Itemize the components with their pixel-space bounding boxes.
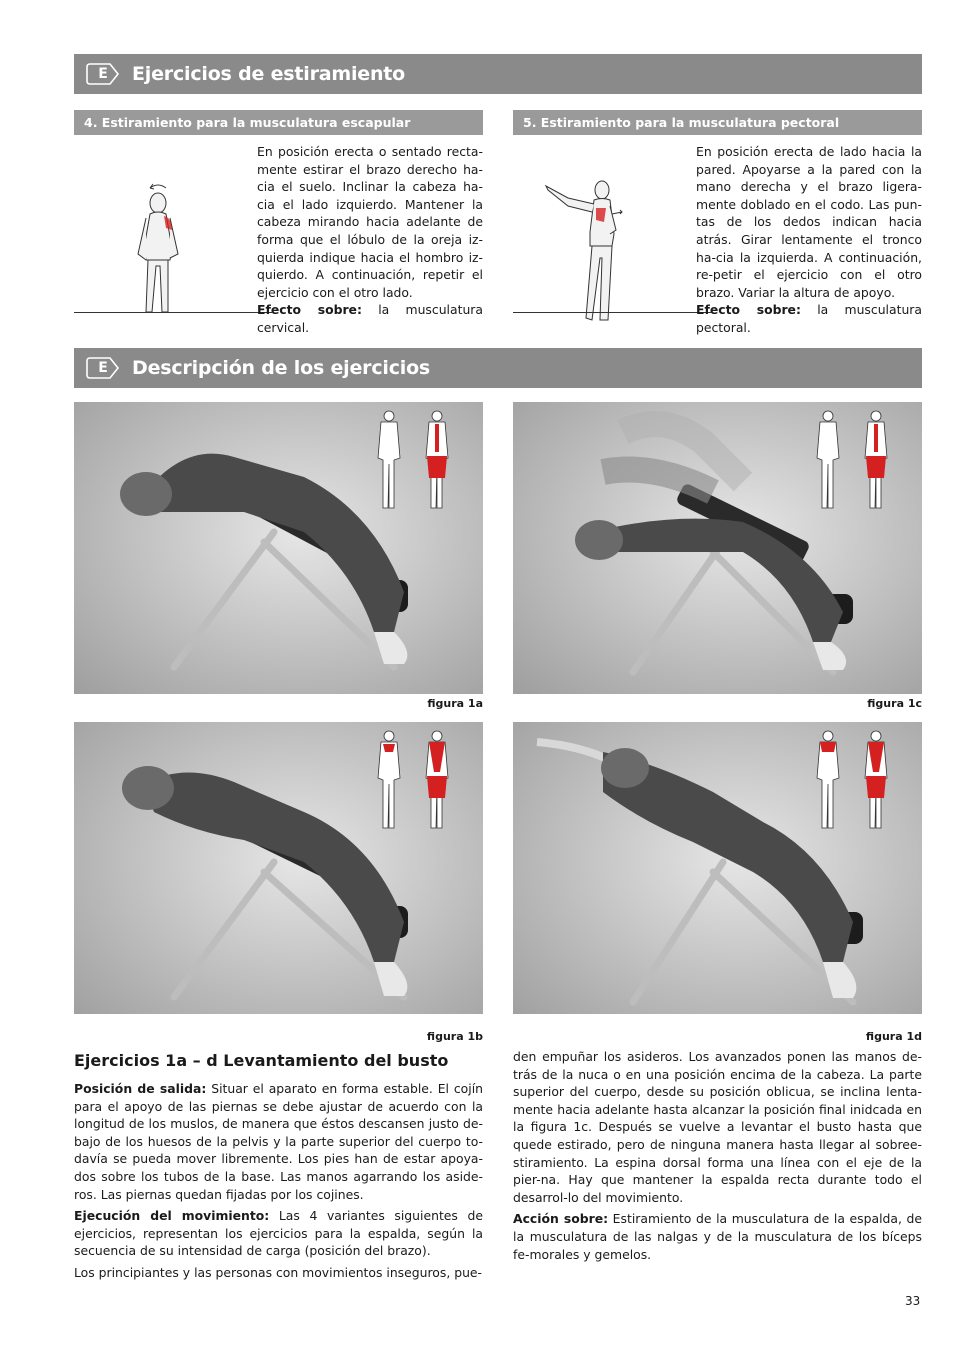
caption-figure-1c: figura 1c [867, 697, 922, 710]
stretch-5-body: En posición erecta de lado hacia la pared. Apoyarse a la pared con la mano derecha y el brazo ligera-mente doblado en el codo. Las pun-tas de los dedos indican hacia atrás. Girar lentamente el tronco ha-cia la izquierda. A continuación, re-petir el ejercicio con el otro brazo. Variar la altura de apoyo. [696, 144, 922, 300]
column-2-text: den empuñar los asideros. Los avanzados ponen las manos de-trás de la nuca o en una posición encima de la cabeza. La parte superior del cuerpo, desde su posición oblicua, se inclina lenta-mente hacia adelante hasta alcanzar la posición final inidcada en la figura 1c. Después se vuelve a levantar el busto hasta que quede estirado, pero de ninguna manera hasta llegar al sobree-stiramiento. La espina dorsal forma una línea con el eje de la pier-na. Hay que mantener la espalda recta durante todo el desarrol-lo del movimiento. [513, 1049, 922, 1205]
exercise-column-2 [513, 1048, 922, 1263]
page-number: 33 [905, 1294, 921, 1308]
effect-text: la musculatura cervical. [257, 302, 483, 335]
exercise-title: Ejercicios 1a – d Levantamiento del busto [74, 1051, 449, 1070]
photo-figure-1b [74, 722, 483, 1014]
chapter-badge [86, 63, 120, 85]
section-banner-description [74, 348, 922, 388]
stretch-4-body: En posición erecta o sentado recta-mente estirar el brazo derecho ha-cia el suelo. Inclinar la cabeza ha-cia el lado izquierdo. Mantener la cabeza mirando hacia adelante de forma que el lóbulo de la oreja iz-quierda indique hacia el hombro iz-quierdo. A continuación, repetir el ejercicio con el otro lado. [257, 144, 483, 300]
chapter-badge [86, 357, 120, 379]
caption-figure-1b: figura 1b [426, 1030, 483, 1043]
exec-label: Ejecución del movimiento: [74, 1208, 270, 1224]
start-label: Posición de salida: [74, 1081, 207, 1096]
stretch-5-text [696, 143, 922, 337]
illustration-shoulder-stretch [120, 178, 210, 318]
effect-text: la musculatura pectoral. [696, 302, 922, 335]
start-text: Situar el aparato en forma estable. El cojín para el apoyo de las piernas se debe ajustar de acuerdo con la longitud de los muslos, de manera que éstos descansen justo de-bajo de los huesos de la pelvis y la parte superior del cuerpo to-davía se pueda mover libremente. Los pies han de estar apoya-dos sobre los tubos de la base. Las manos agarrando los aside-ros. Las piernas quedan fijadas por los cojines. [74, 1081, 483, 1202]
exercise-column-1 [74, 1080, 483, 1282]
photo-figure-1a [74, 402, 483, 694]
badge-letter: E [98, 66, 108, 82]
stretch-4-text [257, 143, 483, 337]
caption-figure-1a: figura 1a [427, 697, 483, 710]
action-text: Estiramiento de la musculatura de la espalda, de la musculatura de las nalgas y de la musculatura de los bíceps fe-morales y gemelos. [513, 1211, 922, 1262]
subhead-stretch-5: 5. Estiramiento para la musculatura pectoral [513, 110, 922, 135]
effect-label: Efecto sobre: [257, 302, 362, 318]
action-label: Acción sobre: [513, 1211, 609, 1227]
subhead-stretch-4: 4. Estiramiento para la musculatura escapular [74, 110, 483, 135]
photo-figure-1d [513, 722, 922, 1014]
illustration-chest-stretch [540, 178, 640, 326]
section-title: Ejercicios de estiramiento [132, 63, 406, 85]
section-banner-stretching [74, 54, 922, 94]
badge-letter: E [98, 360, 108, 376]
caption-figure-1d: figura 1d [865, 1030, 922, 1043]
floor-line [74, 312, 272, 313]
section-title: Descripción de los ejercicios [132, 357, 431, 379]
beginners-text: Los principiantes y las personas con movimientos inseguros, pue- [74, 1264, 483, 1280]
photo-figure-1c [513, 402, 922, 694]
exec-text: Las 4 variantes siguientes de ejercicios, representan los ejercicios para la espalda, según la secuencia de su intensidad de carga (posición del brazo). [74, 1208, 483, 1259]
effect-label: Efecto sobre: [696, 302, 801, 318]
floor-line [513, 312, 711, 313]
